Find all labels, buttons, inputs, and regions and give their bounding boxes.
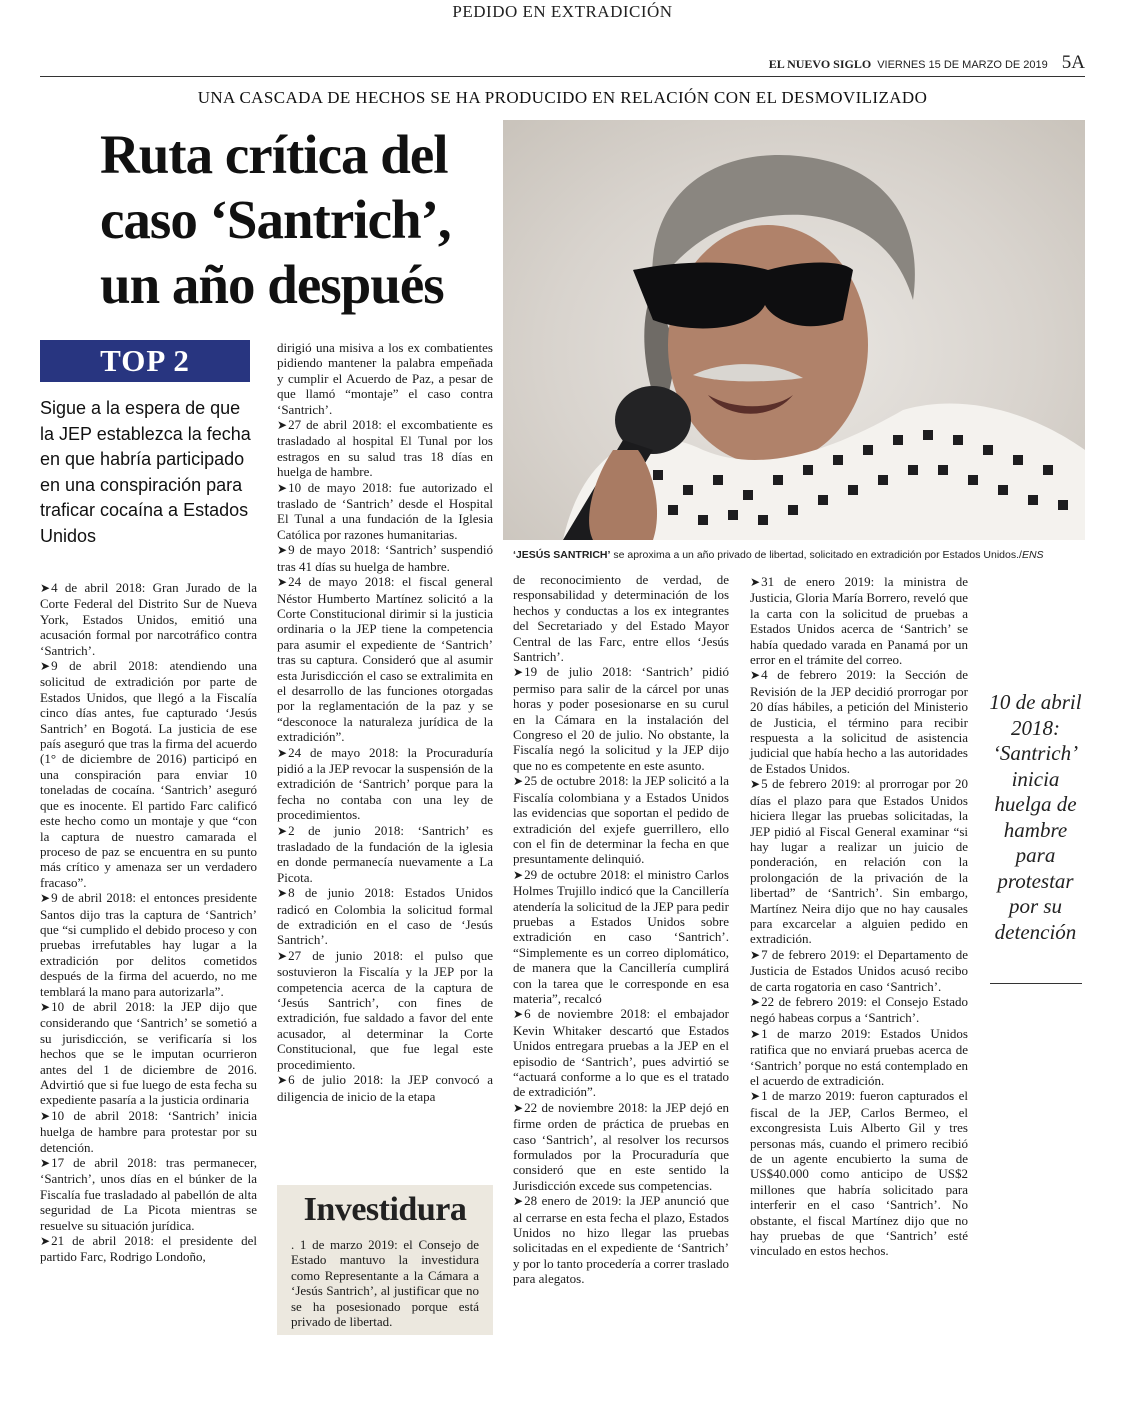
timeline-entry: ➤ 27 de abril 2018: el excombatiente es trasladado al hospital El Tunal por los estragos en su salud tras 18 días en huelga de hambre. — [277, 417, 493, 480]
arrow-bullet-icon: ➤ — [750, 947, 760, 962]
photo-credit: ENS — [1021, 549, 1044, 561]
arrow-bullet-icon: ➤ — [513, 1007, 523, 1022]
timeline-entry: ➤ 17 de abril 2018: tras permanecer, ‘Santrich’, unos días en el búnker de la Fiscalía fue trasladado al pabellón de alta seguridad de La Picota mientras se resuelve su situación jurídica. — [40, 1155, 257, 1233]
arrow-bullet-icon: ➤ — [750, 1089, 760, 1104]
investidura-title: Investidura — [303, 1191, 467, 1228]
arrow-bullet-icon: ➤ — [40, 999, 50, 1014]
arrow-bullet-icon: ➤ — [750, 994, 760, 1009]
arrow-bullet-icon: ➤ — [40, 581, 50, 595]
timeline-column-1 — [40, 580, 257, 1265]
arrow-bullet-icon: ➤ — [750, 668, 760, 683]
photo-caption — [513, 549, 1085, 561]
timeline-entry: ➤ 22 de febrero 2019: el Consejo Estado negó habeas corpus a ‘Santrich’. — [750, 993, 968, 1026]
timeline-entry: ➤ 6 de julio 2018: la JEP convocó a diligencia de inicio de la etapa — [277, 1072, 493, 1104]
portrait-illustration — [503, 120, 1085, 540]
timeline-entry: ➤ 10 de abril 2018: la JEP dijo que considerando que ‘Santrich’ se sometió a su jurisdicción, se verificaría si los hechos que se le imputan ocurrieron antes del 1 de diciembre de 2016. Advirtió que si fue luego de esta fecha su expediente pasaría a la justicia ordinaria — [40, 998, 257, 1108]
timeline-entry: ➤ 29 de octubre 2018: el ministro Carlos Holmes Trujillo indicó que la Cancillería atendería la solicitud de la JEP para pedir pruebas a Estados Unidos sobre extradición en caso ‘Santrich’. “Simplemente es un correo diplomático, de manera que la Cancillería cumplirá con la tarea que le corresponde en esa materia”, recalcó — [513, 866, 729, 1006]
arrow-bullet-icon: ➤ — [277, 948, 287, 963]
timeline-entry: ➤ 22 de noviembre 2018: la JEP dejó en firme orden de práctica de pruebas en caso ‘Santrich’, al resolver los recursos formulados por la Procuraduría que consideró que en este sentido la Jurisdicción excede sus competencias. — [513, 1099, 729, 1193]
timeline-entry: ➤ 27 de junio 2018: el pulso que sostuvieron la Fiscalía y la JEP por la competencia acerca de la captura de ‘Jesús Santrich’, con fines de extradición, fue saldado a favor del ente acusador, al determinar la Corte Constitucional, que fue legal este procedimiento. — [277, 947, 493, 1072]
arrow-bullet-icon: ➤ — [277, 1073, 287, 1088]
timeline-entry: ➤ 9 de abril 2018: atendiendo una solicitud de extradición por parte de Estados Unidos, que llegó a la Fiscalía cinco días antes, fue capturado ‘Jesús Santrich’ en Bogotá. La justicia de ese país aseguró que tras la firma del acuerdo (1° de diciembre de 2016) participó en una conspiración para enviar 10 toneladas de cocaína. ‘Santrich’ aseguró que es inocente. El partido Farc calificó este hecho como un montaje y que “con la captura de nuestro camarada el proceso de paz se encuentra en su punto más crítico y amenaza ser un verdadero fracaso”. — [40, 658, 257, 890]
page-number: 5A — [1061, 52, 1085, 73]
timeline-column-2 — [277, 340, 493, 1104]
timeline-entry: ➤ 5 de febrero 2019: al prorrogar por 20 días el plazo para que Estados Unidos hiciera llegar las pruebas solicitadas, la JEP pidió al Fiscal General examinar “si hay lugar a realizar un juicio de ponderación, en relación con la prolongación de la privación de la libertad” de ‘Santrich’. Sin embargo, Martínez Neira dijo que no hay causales para excarcelar a alguien pedido en extradición. — [750, 776, 968, 947]
timeline-column-4 — [750, 574, 968, 1259]
arrow-bullet-icon: ➤ — [277, 823, 287, 838]
timeline-entry: ➤ 19 de julio 2018: ‘Santrich’ pidió permiso para salir de la cárcel por unas horas y poder posesionarse en su curul en la Cámara en la instalación del Congreso el 20 de julio. No obstante, la Fiscalía negó la solicitud y la JEP dijo que no es competente en este asunto. — [513, 664, 729, 773]
timeline-entry: ➤ 4 de abril 2018: Gran Jurado de la Corte Federal del Distrito Sur de Nueva York, Estados Unidos, emitió una acusación formal por narcotráfico contra ‘Santrich’. — [40, 580, 257, 658]
arrow-bullet-icon: ➤ — [277, 480, 287, 495]
arrow-bullet-icon: ➤ — [513, 665, 523, 680]
timeline-entry: ➤ 1 de marzo 2019: Estados Unidos ratifica que no enviará pruebas acerca de ‘Santrich’ porque no está contemplado en el acuerdo de extradición. — [750, 1025, 968, 1088]
arrow-bullet-icon: ➤ — [40, 1108, 50, 1123]
investidura-text: . 1 de marzo 2019: el Consejo de Estado mantuvo la investidura como Representante a la Cámara a ‘Jesús Santrich’, al justificar que no se ha posesionado porque está privado de libertad. — [291, 1237, 479, 1330]
arrow-bullet-icon: ➤ — [277, 745, 287, 760]
arrow-bullet-icon: ➤ — [40, 1156, 50, 1171]
timeline-entry: ➤ 21 de abril 2018: el presidente del partido Farc, Rodrigo Londoño, — [40, 1233, 257, 1265]
timeline-entry: ➤ 10 de abril 2018: ‘Santrich’ inicia huelga de hambre para protestar por su detención. — [40, 1107, 257, 1155]
timeline-entry: de reconocimiento de verdad, de responsabilidad y determinación de los hechos y conductas a los ex integrantes del Secretariado y del Estado Mayor Central de las Farc, entre ellos ‘Jesús Santrich’. — [513, 572, 729, 665]
timeline-entry: dirigió una misiva a los ex combatientes pidiendo mantener la palabra empeñada y cumplir el Acuerdo de Paz, a pesar de que llamó “montaje” el caso contra ‘Santrich’. — [277, 340, 493, 417]
top2-badge: TOP 2 — [40, 340, 250, 382]
caption-text: se aproxima a un año privado de libertad, solicitado en extradición por Estados Unidos./ — [610, 549, 1022, 561]
issue-date: VIERNES 15 DE MARZO DE 2019 — [877, 59, 1048, 71]
section-label: PEDIDO EN EXTRADICIÓN — [452, 2, 673, 21]
arrow-bullet-icon: ➤ — [277, 886, 287, 901]
article-photo — [503, 120, 1085, 540]
timeline-entry: ➤ 9 de mayo 2018: ‘Santrich’ suspendió tras 41 días su huelga de hambre. — [277, 542, 493, 574]
timeline-entry: ➤ 24 de mayo 2018: la Procuraduría pidió a la JEP revocar la suspensión de la extradición de ‘Santrich’ porque para la fecha no contaba con una ley de procedimientos. — [277, 744, 493, 823]
timeline-entry: ➤ 8 de junio 2018: Estados Unidos radicó en Colombia la solicitud formal de extradición en el caso de ‘Jesús Santrich’. — [277, 885, 493, 948]
timeline-entry: ➤ 6 de noviembre 2018: el embajador Kevin Whitaker descartó que Estados Unidos entregara pruebas a la JEP en el episodio de ‘Santrich’, pues advirtió se “actuará conforme a lo que es el tratado de extradición”. — [513, 1006, 729, 1100]
timeline-entry: ➤ 10 de mayo 2018: fue autorizado el traslado de ‘Santrich’ desde el Hospital El Tunal a una fundación de la Iglesia Católica por razones humanitarias. — [277, 479, 493, 542]
caption-name: ‘JESÚS SANTRICH’ — [513, 549, 611, 561]
arrow-bullet-icon: ➤ — [513, 1100, 523, 1115]
arrow-bullet-icon: ➤ — [750, 1026, 760, 1041]
timeline-entry: ➤ 24 de mayo 2018: el fiscal general Néstor Humberto Martínez solicitó a la Corte Constitucional dirimir si la justicia ordinaria o la JEP tiene la competencia para asumir el expediente de ‘Santrich’ tras su captura. Consideró que al asumir esta Jurisdicción el caso se extralimita en el desarrollo de las funciones otorgadas por la reglamentación de la paz y se “desconoce la naturaleza jurídica de la extradición”. — [277, 574, 493, 745]
newspaper-name: EL NUEVO SIGLO — [768, 57, 872, 71]
pull-quote-divider — [990, 983, 1082, 984]
timeline-entry: ➤ 2 de junio 2018: ‘Santrich’ es trasladado de la fundación de la iglesia en donde permanecía nuevamente a La Picota. — [277, 822, 493, 885]
timeline-entry: ➤ 1 de marzo 2019: fueron capturados el fiscal de la JEP, Carlos Bermeo, el excongresista Luis Alberto Gil y tres personas más, cuando el primero recibió de un agente encubierto la suma de US$40.000 como anticipo de US$2 millones que habría solicitado para interferir en el caso ‘Santrich’. No obstante, el fiscal Martínez dijo que no hay pruebas de que ‘Santrich’ esté vinculado en estos hechos. — [750, 1088, 968, 1259]
arrow-bullet-icon: ➤ — [750, 575, 760, 589]
pull-quote: 10 de abril 2018: ‘Santrich’ inicia huelga de hambre para protestar por su detención — [989, 690, 1082, 944]
arrow-bullet-icon: ➤ — [40, 659, 50, 674]
arrow-bullet-icon: ➤ — [277, 575, 287, 590]
kicker: UNA CASCADA DE HECHOS SE HA PRODUCIDO EN RELACIÓN CON EL DESMOVILIZADO — [197, 88, 928, 107]
timeline-column-3 — [513, 572, 729, 1287]
arrow-bullet-icon: ➤ — [513, 1194, 523, 1209]
arrow-bullet-icon: ➤ — [750, 777, 760, 792]
timeline-entry: ➤ 25 de octubre 2018: la JEP solicitó a la Fiscalía colombiana y a Estados Unidos las evidencias que soportan el pedido de extradición del exjefe guerrillero, ello con el fin de determinar la fecha en que presuntamente delinquió. — [513, 773, 729, 867]
timeline-entry: ➤ 4 de febrero 2019: la Sección de Revisión de la JEP decidió prorrogar por 20 días hábiles, a petición del Ministerio de Justicia, el término para recibir respuesta a la solicitud de asistencia judicial que había hecho a las autoridades de Estados Unidos. — [750, 667, 968, 776]
masthead — [769, 52, 1085, 74]
header-divider — [40, 76, 1085, 77]
timeline-entry: ➤ 28 enero de 2019: la JEP anunció que al cerrarse en esta fecha el plazo, Estados Unidos no hizo llegar las pruebas solicitadas en el expediente de ‘Santrich’ y por lo tanto procedería a correr traslado para alegatos. — [513, 1193, 729, 1287]
investidura-box — [277, 1185, 493, 1335]
arrow-bullet-icon: ➤ — [513, 774, 523, 789]
arrow-bullet-icon: ➤ — [277, 418, 287, 433]
summary-lede: Sigue a la espera de que la JEP establezca la fecha en que habría participado en una conspiración para traficar cocaína a Estados Unidos — [40, 398, 251, 546]
arrow-bullet-icon: ➤ — [277, 543, 287, 558]
arrow-bullet-icon: ➤ — [40, 891, 50, 906]
timeline-entry: ➤ 9 de abril 2018: el entonces presidente Santos dijo tras la captura de ‘Santrich’ que “si cumplido el debido proceso y con pruebas irrefutables hay lugar a la extradición por delitos cometidos después de la firma del acuerdo, no me temblará la mano para autorizarla”. — [40, 890, 257, 999]
arrow-bullet-icon: ➤ — [40, 1234, 50, 1249]
timeline-entry: ➤ 31 de enero 2019: la ministra de Justicia, Gloria María Borrero, reveló que la carta con la solicitud de pruebas a Estados Unidos acerca de ‘Santrich’ se había quedado varada en Panamá por un error en el trámite del correo. — [750, 574, 968, 668]
headline: Ruta crítica del caso ‘Santrich’, un año después — [100, 124, 451, 315]
arrow-bullet-icon: ➤ — [513, 867, 523, 882]
timeline-entry: ➤ 7 de febrero 2019: el Departamento de Justicia de Estados Unidos acusó recibo de carta rogatoria en caso ‘Santrich’. — [750, 946, 968, 994]
